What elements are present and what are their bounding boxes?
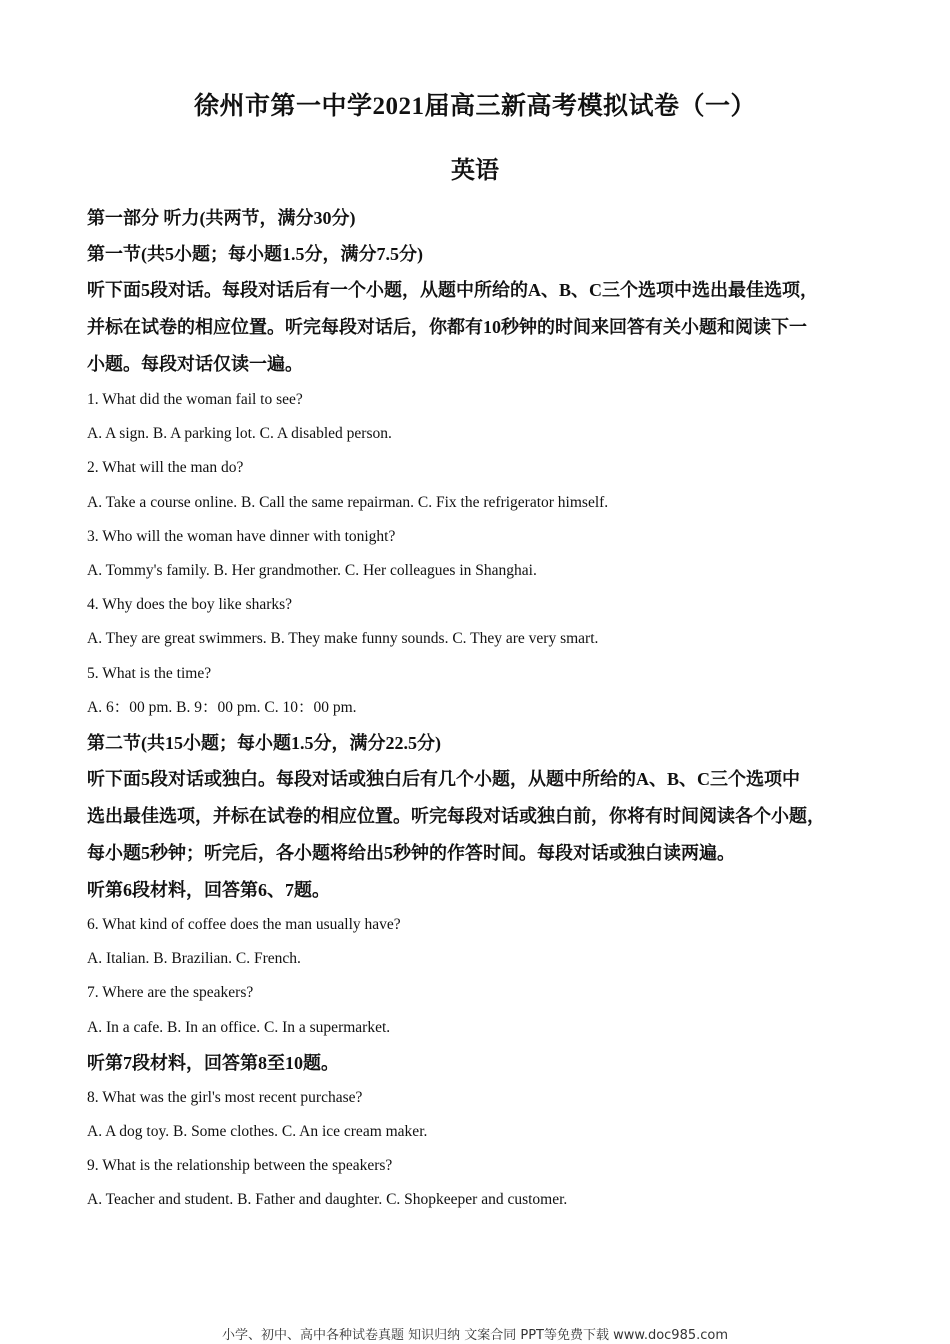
section1-instruction-line: 听下面5段对话。每段对话后有一个小题，从题中所给的A、B、C三个选项中选出最佳选项， <box>87 280 818 300</box>
question: 5. What is the time? <box>87 664 212 682</box>
options: A. A sign. B. A parking lot. C. A disabled person. <box>87 425 392 443</box>
material6-heading: 听第6段材料，回答第6、7题。 <box>87 880 330 901</box>
section2-instruction-line: 听下面5段对话或独白。每段对话或独白后有几个小题，从题中所给的A、B、C三个选项中 <box>87 769 800 790</box>
exam-content <box>87 200 887 1218</box>
section2-heading: 第二节(共15小题；每小题1.5分，满分22.5分) <box>87 733 441 754</box>
question: 9. What is the relationship between the speakers? <box>87 1157 393 1175</box>
question: 6. What kind of coffee does the man usually have? <box>87 916 401 934</box>
section2-instruction-line: 选出最佳选项，并标在试卷的相应位置。听完每段对话或独白前，你将有时间阅读各个小题， <box>87 806 825 827</box>
options: A. Italian. B. Brazilian. C. French. <box>87 950 301 968</box>
options: A. A dog toy. B. Some clothes. C. An ice cream maker. <box>87 1123 428 1141</box>
options: A. 6：00 pm. B. 9：00 pm. C. 10：00 pm. <box>87 698 357 716</box>
section1-instruction-line: 并标在试卷的相应位置。听完每段对话后，你都有10秒钟的时间来回答有关小题和阅读下一 <box>87 317 807 337</box>
options: A. Take a course online. B. Call the same repairman. C. Fix the refrigerator himself. <box>87 493 609 511</box>
options: A. Tommy's family. B. Her grandmother. C. Her colleagues in Shanghai. <box>87 562 537 580</box>
question: 7. Where are the speakers? <box>87 984 254 1002</box>
question: 8. What was the girl's most recent purchase? <box>87 1088 363 1106</box>
section1-instruction-line: 小题。每段对话仅读一遍。 <box>87 354 303 374</box>
options: A. Teacher and student. B. Father and daughter. C. Shopkeeper and customer. <box>87 1191 568 1209</box>
question: 1. What did the woman fail to see? <box>87 391 303 408</box>
question: 3. Who will the woman have dinner with tonight? <box>87 527 396 545</box>
options: A. In a cafe. B. In an office. C. In a supermarket. <box>87 1018 391 1036</box>
material7-heading: 听第7段材料，回答第8至10题。 <box>87 1052 339 1073</box>
part-heading: 第一部分 听力(共两节，满分30分) <box>87 208 356 228</box>
question: 2. What will the man do? <box>87 459 244 477</box>
options: A. They are great swimmers. B. They make funny sounds. C. They are very smart. <box>87 630 599 648</box>
exam-title: 徐州市第一中学2021届高三新高考模拟试卷（一） <box>193 93 756 120</box>
footer-watermark: 小学、初中、高中各种试卷真题 知识归纳 文案合同 PPT等免费下载 www.doc985.com <box>221 1328 729 1343</box>
section1-heading: 第一节(共5小题；每小题1.5分，满分7.5分) <box>87 244 423 264</box>
section2-instruction-line: 每小题5秒钟；听完后，各小题将给出5秒钟的作答时间。每段对话或独白读两遍。 <box>87 843 735 864</box>
subject-heading: 英语 <box>451 158 499 184</box>
question: 4. Why does the boy like sharks? <box>87 596 293 614</box>
